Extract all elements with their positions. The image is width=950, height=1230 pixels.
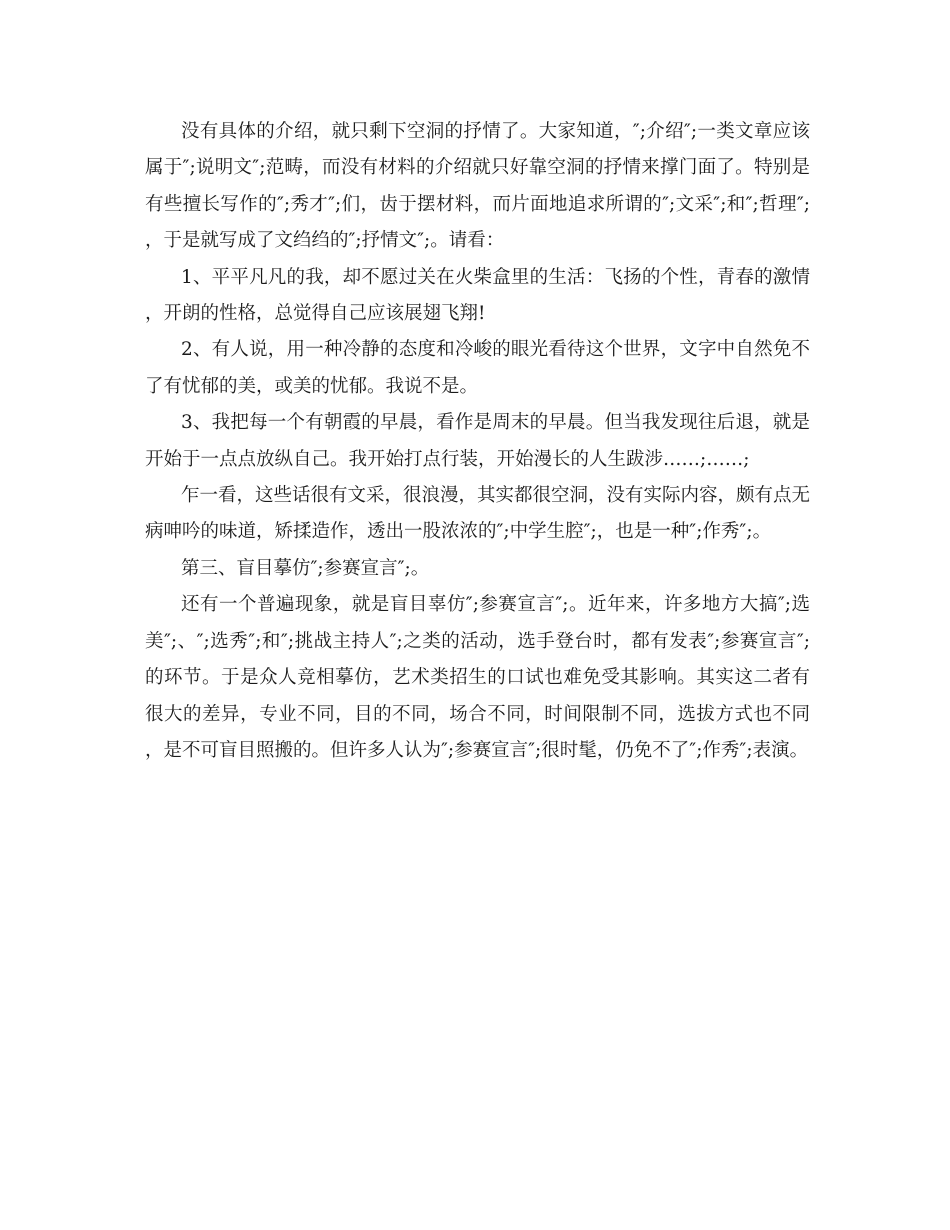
paragraph-example-2: 2、有人说，用一种冷静的态度和冷峻的眼光看待这个世界，文字中自然免不了有忧郁的美，或美的忧郁。我说不是。	[145, 339, 810, 397]
paragraph-example-3: 3、我把每一个有朝霞的早晨，看作是周末的早晨。但当我发现往后退，就是开始于一点点放纵自己。我开始打点行装，开始漫长的人生跋涉……;……;	[145, 412, 810, 470]
paragraph-example-1: 1、平平凡凡的我，却不愿过关在火柴盒里的生活：飞扬的个性，青春的激情，开朗的性格，总觉得自己应该展翅飞翔!	[145, 266, 810, 325]
document-body	[145, 114, 810, 769]
paragraph-intro: 没有具体的介绍，就只剩下空洞的抒情了。大家知道，″;介绍″;一类文章应该属于″;说明文″;范畴，而没有材料的介绍就只好靠空洞的抒情来撑门面了。特别是有些擅长写作的″;秀才″;们，齿于摆材料，而片面地追求所谓的″;文采″;和″;哲理″;，于是就写成了文绉绉的″;抒情文″;。请看：	[145, 121, 810, 252]
paragraph-imitation: 还有一个普遍现象，就是盲目辜仿″;参赛宣言″;。近年来，许多地方大搞″;选美″;、″;选秀″;和″;挑战主持人″;之类的活动，选手登台时，都有发表″;参赛宣言″;的环节。于是众人竞相摹仿，艺术类招生的口试也难免受其影响。其实这二者有很大的差异，专业不同，目的不同，场合不同，时间限制不同，选拔方式也不同，是不可盲目照搬的。但许多人认为″;参赛宣言″;很时髦，仍免不了″;作秀″;表演。	[145, 594, 810, 761]
paragraph-commentary: 乍一看，这些话很有文采，很浪漫，其实都很空洞，没有实际内容，颇有点无病呻吟的味道，矫揉造作，透出一股浓浓的″;中学生腔″;，也是一种″;作秀″;。	[145, 485, 811, 543]
section-heading-third: 第三、盲目摹仿″;参赛宣言″;。	[181, 557, 430, 579]
